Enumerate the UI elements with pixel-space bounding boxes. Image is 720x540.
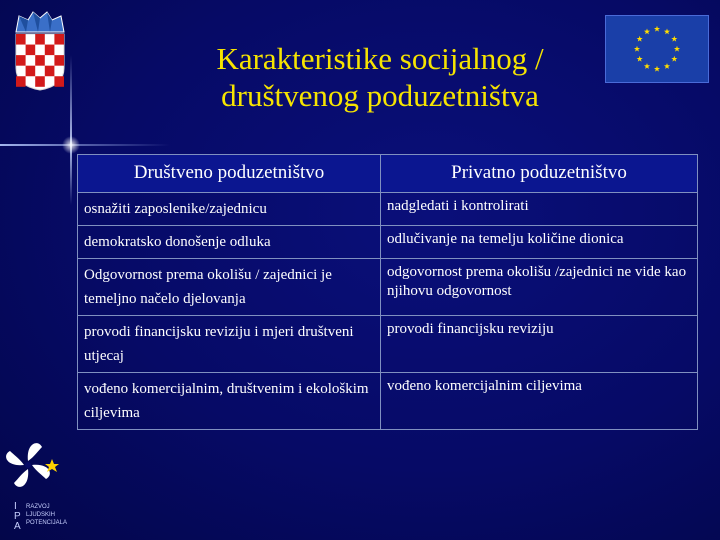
ipa-text-line-1: RAZVOJ	[26, 504, 50, 510]
table-header-row	[78, 155, 698, 193]
slide-title-line-1: Karakteristike socijalnog /	[216, 41, 544, 76]
table-row	[78, 192, 698, 225]
ipa-letter-p: P	[14, 511, 21, 522]
table-row	[78, 315, 698, 372]
social-cell: vođeno komercijalnim, društvenim i ekološkim ciljevima	[78, 372, 381, 429]
croatian-coat-of-arms-icon	[12, 10, 68, 92]
header-social-entrepreneurship: Društveno poduzetništvo	[78, 155, 381, 193]
eu-star-icon	[671, 56, 677, 62]
social-cell: Odgovornost prema okolišu / zajednici je temeljno načelo djelovanja	[78, 258, 381, 315]
comparison-table	[77, 154, 698, 430]
social-cell: provodi financijsku reviziju i mjeri društveni utjecaj	[78, 315, 381, 372]
light-flare-horizontal	[0, 144, 170, 146]
eu-star-icon	[654, 66, 660, 72]
eu-star-icon	[654, 26, 660, 32]
table-row	[78, 225, 698, 258]
eu-star-icon	[664, 63, 670, 69]
private-cell: odgovornost prema okolišu /zajednici ne vide kao njihovu odgovornost	[381, 258, 698, 315]
eu-star-icon	[674, 46, 680, 52]
eu-star-icon	[664, 28, 670, 34]
table-row	[78, 258, 698, 315]
ipa-logo-icon	[6, 435, 68, 535]
private-cell: nadgledati i kontrolirati	[381, 192, 698, 225]
table-row	[78, 372, 698, 429]
light-flare-vertical	[70, 55, 72, 205]
ipa-text-line-2: LJUDSKIH	[26, 512, 56, 518]
ipa-letter-i: I	[14, 501, 17, 512]
light-flare-center	[62, 136, 80, 154]
social-cell: osnažiti zaposlenike/zajednicu	[78, 192, 381, 225]
eu-star-icon	[644, 28, 650, 34]
private-cell: odlučivanje na temelju količine dionica	[381, 225, 698, 258]
eu-star-icon	[671, 36, 677, 42]
social-cell: demokratsko donošenje odluka	[78, 225, 381, 258]
slide-title	[110, 40, 650, 114]
header-private-entrepreneurship: Privatno poduzetništvo	[381, 155, 698, 193]
private-cell: provodi financijsku reviziju	[381, 315, 698, 372]
ipa-letter-a: A	[14, 521, 21, 532]
ipa-text-line-3: POTENCIJALA	[26, 520, 68, 526]
private-cell: vođeno komercijalnim ciljevima	[381, 372, 698, 429]
slide-title-line-2: društvenog poduzetništva	[221, 78, 539, 114]
